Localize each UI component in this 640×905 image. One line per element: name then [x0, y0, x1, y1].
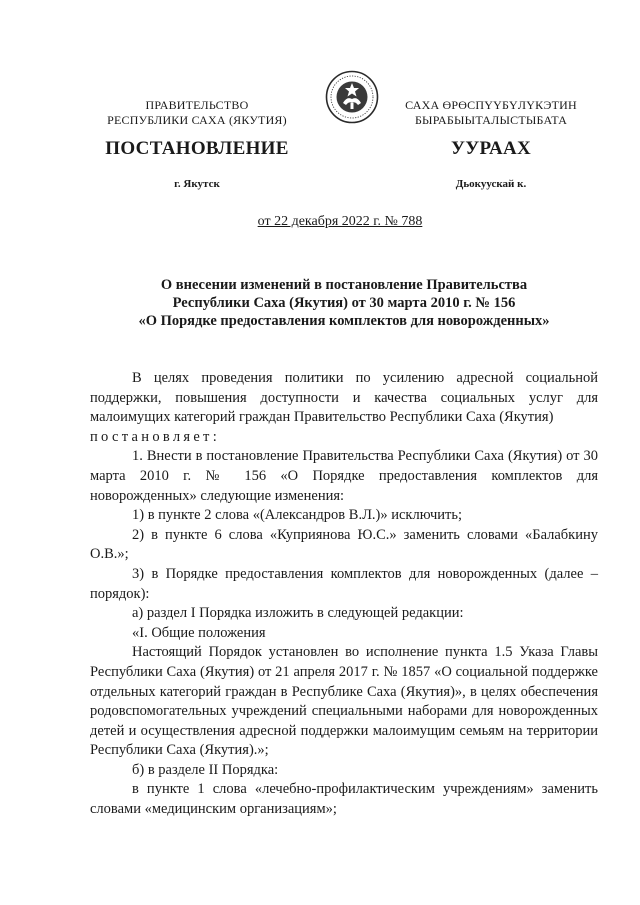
- dateline: от 22 декабря 2022 г. № 788: [257, 214, 423, 229]
- subitem-b: б) в разделе II Порядка:: [132, 761, 279, 778]
- subitem-a: а) раздел I Порядка изложить в следующей редакции:: [132, 605, 464, 622]
- point-1: в пункте 1 слова «лечебно-профилактическим учреждениям» заменить словами «медицинским организациям»;: [90, 781, 598, 818]
- subitem-2: 2) в пункте 6 слова «Куприянова Ю.С.» заменить словами «Балабкину О.В.»;: [90, 526, 598, 563]
- document-body: [90, 369, 598, 820]
- city-left: г. Якутск: [174, 178, 220, 190]
- decree-word: постановляет:: [90, 428, 221, 445]
- header-right-line1: САХА ӨРӨСПҮҮБҮЛҮКЭТИН: [405, 98, 577, 112]
- section-text: Настоящий Порядок установлен во исполнение пункта 1.5 Указа Главы Республики Саха (Якутия) от 21 апреля 2017 г. № 1857 «О социальной поддержке отдельных категорий граждан в Республике Саха (Якутия)», в целях обеспечения родовспомогательных учреждений специальными наборами для новорожденных детей и осуществления адресной поддержки малоимущим семьям на территории Республики Саха (Якутия).»;: [90, 644, 598, 759]
- coat-of-arms-emblem: [325, 70, 379, 124]
- subitem-3: 3) в Порядке предоставления комплектов для новорожденных (далее – порядок):: [90, 565, 598, 602]
- title-line-3: «О Порядке предоставления комплектов для новорожденных»: [138, 313, 550, 329]
- doc-type-left: ПОСТАНОВЛЕНИЕ: [105, 138, 289, 159]
- document-title: [90, 276, 598, 330]
- subitem-1: 1) в пункте 2 слова «(Александров В.Л.)» исключить;: [132, 507, 463, 524]
- header-left-org: [92, 98, 302, 128]
- intro-paragraph: В целях проведения политики по усилению адресной социальной поддержки, повышения доступности и качества социальных услуг для малоимущих категорий граждан Правительство Республики Саха (Якутия): [90, 370, 598, 426]
- header-right-line2: БЫРАБЫЫТАЛЫСТЫБАТА: [414, 113, 568, 127]
- header-left-line1: ПРАВИТЕЛЬСТВО: [145, 98, 249, 112]
- item-1: 1. Внести в постановление Правительства Республики Саха (Якутия) от 30 марта 2010 г. № 156 «О Порядке предоставления комплектов для новорожденных» следующие изменения:: [90, 448, 598, 504]
- title-line-1: О внесении изменений в постановление Правительства: [160, 277, 528, 293]
- city-right: Дьокуускай к.: [455, 178, 527, 190]
- section-title: «I. Общие положения: [132, 624, 266, 641]
- header-left-line2: РЕСПУБЛИКИ САХА (ЯКУТИЯ): [107, 113, 287, 127]
- header-right-org: [384, 98, 598, 128]
- doc-type-right: УУРААХ: [450, 138, 532, 159]
- title-line-2: Республики Саха (Якутия) от 30 марта 2010 г. № 156: [172, 295, 516, 311]
